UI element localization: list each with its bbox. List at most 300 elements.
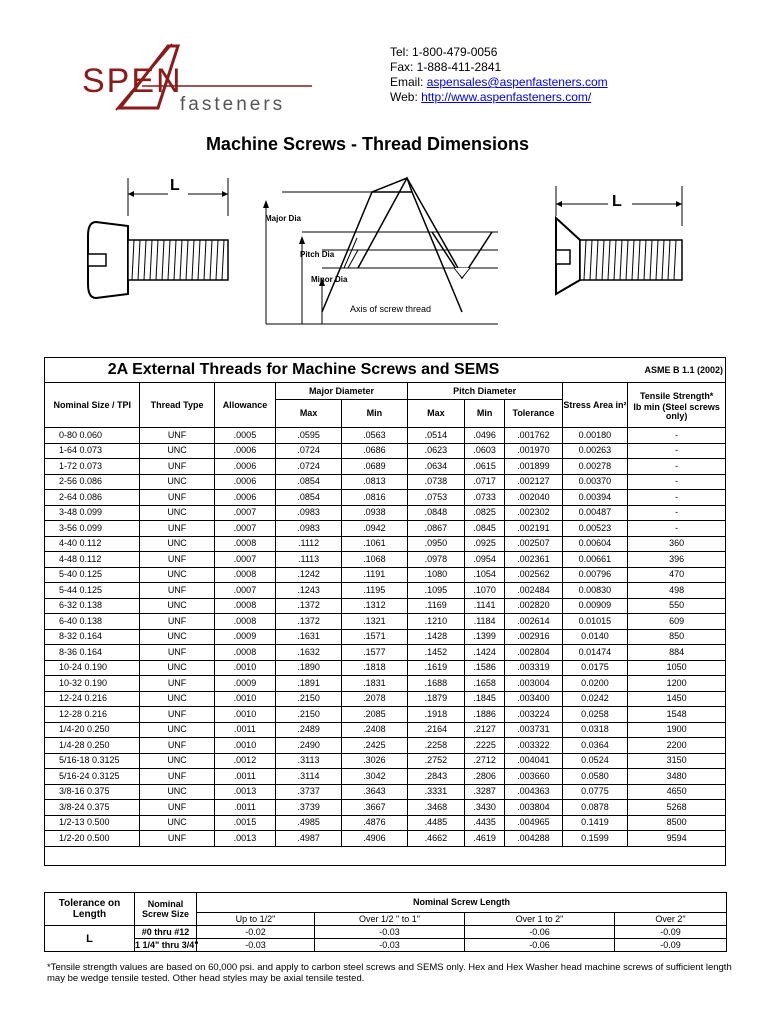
table-cell: .0012	[214, 753, 276, 769]
table-cell: .3331	[407, 784, 464, 800]
table-row	[45, 552, 726, 568]
table-cell: .002361	[505, 552, 562, 568]
table-cell: 850	[628, 629, 726, 645]
table-cell: 0.0175	[562, 660, 628, 676]
table-cell: .0006	[214, 459, 276, 475]
table-cell: .1113	[276, 552, 342, 568]
table-cell: UNF	[140, 459, 214, 475]
table-cell: .1831	[341, 676, 407, 692]
table-cell: 884	[628, 645, 726, 661]
table-cell: .1452	[407, 645, 464, 661]
nominal-size-cell: 6-32 0.138	[45, 598, 140, 614]
nominal-size-cell: 3-56 0.099	[45, 521, 140, 537]
table-cell: .003660	[505, 769, 562, 785]
table-cell: .0925	[464, 536, 504, 552]
table-cell: UNF	[140, 738, 214, 754]
table-cell: UNC	[140, 722, 214, 738]
table-cell: .4435	[464, 815, 504, 831]
tol-value: -0.03	[197, 939, 315, 952]
table-cell: .0011	[214, 769, 276, 785]
table-row	[45, 614, 726, 630]
table-cell: .004363	[505, 784, 562, 800]
table-cell: .2150	[276, 707, 342, 723]
table-cell: .0938	[341, 505, 407, 521]
table-cell: UNF	[140, 552, 214, 568]
table-cell: .3739	[276, 800, 342, 816]
table-cell: .1399	[464, 629, 504, 645]
table-cell: 0.00263	[562, 443, 628, 459]
table-cell: .1243	[276, 583, 342, 599]
nominal-size-cell: 3-48 0.099	[45, 505, 140, 521]
table-cell: .003319	[505, 660, 562, 676]
table-cell: .1070	[464, 583, 504, 599]
tol-size-row-1: #0 thru #12	[135, 926, 197, 939]
table-cell: .1312	[341, 598, 407, 614]
table-cell: .001762	[505, 428, 562, 444]
table-cell: UNC	[140, 536, 214, 552]
nominal-size-cell: 8-32 0.164	[45, 629, 140, 645]
table-cell: .004965	[505, 815, 562, 831]
footnote: *Tensile strength values are based on 60,000 psi. and apply to carbon steel screws and SEMS only. Hex and Hex Washer head machine screws of sufficient length may be wedge tensile tested. Other head styles may be axial tensile tested.	[47, 962, 732, 984]
table-row	[45, 598, 726, 614]
table-cell: .0496	[464, 428, 504, 444]
table-cell: 1200	[628, 676, 726, 692]
table-cell: 0.00394	[562, 490, 628, 506]
table-cell: 0.0364	[562, 738, 628, 754]
table-row	[45, 583, 726, 599]
table-cell: 0.0242	[562, 691, 628, 707]
table-cell: .0845	[464, 521, 504, 537]
contact-block	[390, 45, 608, 105]
table-cell: .0007	[214, 505, 276, 521]
table-cell: .1631	[276, 629, 342, 645]
table-cell: 0.0200	[562, 676, 628, 692]
table-row	[45, 459, 726, 475]
contact-tel: Tel: 1-800-479-0056	[390, 45, 498, 59]
tolerance-table	[44, 892, 727, 952]
nominal-size-cell: 2-64 0.086	[45, 490, 140, 506]
tolerance-on-length-label: Tolerance on Length	[45, 893, 135, 926]
table-cell: UNC	[140, 474, 214, 490]
nominal-size-cell: 4-40 0.112	[45, 536, 140, 552]
tol-value: -0.02	[197, 926, 315, 939]
nominal-size-cell: 1-64 0.073	[45, 443, 140, 459]
table-cell: .1195	[341, 583, 407, 599]
nominal-size-cell: 5/16-24 0.3125	[45, 769, 140, 785]
pitch-max-header: Max	[407, 400, 464, 428]
table-cell: .1112	[276, 536, 342, 552]
table-cell: .0603	[464, 443, 504, 459]
table-row	[45, 428, 726, 444]
table-cell: .0867	[407, 521, 464, 537]
table-cell: .002191	[505, 521, 562, 537]
nominal-size-cell: 6-40 0.138	[45, 614, 140, 630]
table-cell: UNC	[140, 443, 214, 459]
table-cell: .0013	[214, 831, 276, 847]
table-row	[45, 753, 726, 769]
nominal-size-cell: 3/8-24 0.375	[45, 800, 140, 816]
nominal-size-cell: 8-36 0.164	[45, 645, 140, 661]
table-cell: .002916	[505, 629, 562, 645]
table-cell: -	[628, 459, 726, 475]
table-cell: .3468	[407, 800, 464, 816]
table-cell: 396	[628, 552, 726, 568]
table-cell: .2806	[464, 769, 504, 785]
table-cell: .2843	[407, 769, 464, 785]
table-cell: .0942	[341, 521, 407, 537]
table-cell: .003224	[505, 707, 562, 723]
table-cell: .3667	[341, 800, 407, 816]
tol-col-1: Up to 1/2"	[197, 912, 315, 925]
table-cell: .1577	[341, 645, 407, 661]
table-cell: UNC	[140, 784, 214, 800]
contact-email: Email: aspensales@aspenfasteners.com	[390, 75, 608, 89]
table-cell: .002820	[505, 598, 562, 614]
nominal-size-cell: 4-48 0.112	[45, 552, 140, 568]
nominal-size-cell: 1/4-28 0.250	[45, 738, 140, 754]
table-cell: .002507	[505, 536, 562, 552]
table-cell: .2085	[341, 707, 407, 723]
table-cell: .0008	[214, 645, 276, 661]
table-cell: .0007	[214, 521, 276, 537]
table-cell: 1900	[628, 722, 726, 738]
table-cell: .1688	[407, 676, 464, 692]
table-cell: .0010	[214, 660, 276, 676]
table-cell: 0.00909	[562, 598, 628, 614]
table-cell: .004041	[505, 753, 562, 769]
tolerance-header: Tolerance	[505, 400, 562, 428]
table-cell: .0733	[464, 490, 504, 506]
nominal-size-cell: 12-24 0.216	[45, 691, 140, 707]
table-cell: 3480	[628, 769, 726, 785]
contact-web: Web: http://www.aspenfasteners.com/	[390, 90, 592, 104]
table-cell: .1428	[407, 629, 464, 645]
table-cell: .1890	[276, 660, 342, 676]
table-cell: .003322	[505, 738, 562, 754]
nominal-size-cell: 1/4-20 0.250	[45, 722, 140, 738]
table-cell: .0686	[341, 443, 407, 459]
table-cell: .0008	[214, 614, 276, 630]
table-cell: .0008	[214, 567, 276, 583]
table-row	[45, 505, 726, 521]
table-cell: .2425	[341, 738, 407, 754]
table-cell: .3643	[341, 784, 407, 800]
table-cell: .4985	[276, 815, 342, 831]
table-cell: .2225	[464, 738, 504, 754]
allowance-header: Allowance	[214, 383, 276, 428]
table-cell: .3026	[341, 753, 407, 769]
table-cell: .001899	[505, 459, 562, 475]
table-cell: .1191	[341, 567, 407, 583]
table-cell: UNF	[140, 769, 214, 785]
table-row	[45, 443, 726, 459]
table-cell: .2127	[464, 722, 504, 738]
table-cell: .4485	[407, 815, 464, 831]
logo-wordmark: SPEN	[82, 62, 183, 100]
table-cell: .4906	[341, 831, 407, 847]
table-row	[45, 474, 726, 490]
table-cell: 0.0524	[562, 753, 628, 769]
table-cell: .0689	[341, 459, 407, 475]
table-cell: .2712	[464, 753, 504, 769]
table-cell: .3114	[276, 769, 342, 785]
table-row	[45, 707, 726, 723]
table-cell: .0950	[407, 536, 464, 552]
pan-head-screw-diagram	[84, 176, 244, 306]
axis-label: Axis of screw thread	[350, 304, 432, 314]
table-cell: 0.00830	[562, 583, 628, 599]
table-cell: .0005	[214, 428, 276, 444]
table-cell: 0.0318	[562, 722, 628, 738]
table-cell: 4650	[628, 784, 726, 800]
table-cell: -	[628, 443, 726, 459]
table-cell: 0.0580	[562, 769, 628, 785]
email-link[interactable]: aspensales@aspenfasteners.com	[426, 75, 608, 89]
nominal-size-cell: 5/16-18 0.3125	[45, 753, 140, 769]
table-cell: .1141	[464, 598, 504, 614]
table-cell: -	[628, 474, 726, 490]
table-row	[45, 831, 726, 847]
table-cell: 5268	[628, 800, 726, 816]
table-cell: .003004	[505, 676, 562, 692]
table-cell: UNF	[140, 831, 214, 847]
major-diameter-header: Major Diameter	[276, 383, 408, 400]
table-cell: .1242	[276, 567, 342, 583]
table-cell: 0.00796	[562, 567, 628, 583]
table-cell: -	[628, 490, 726, 506]
table-cell: -	[628, 521, 726, 537]
table-cell: 0.0140	[562, 629, 628, 645]
table-row	[45, 490, 726, 506]
table-cell: .0753	[407, 490, 464, 506]
nominal-size-cell: 5-40 0.125	[45, 567, 140, 583]
table-cell: UNF	[140, 521, 214, 537]
nominal-screw-length-header: Nominal Screw Length	[197, 893, 727, 913]
tolerance-l-label: L	[45, 926, 135, 952]
table-cell: 0.0775	[562, 784, 628, 800]
table-cell: .4662	[407, 831, 464, 847]
table-cell: 0.00604	[562, 536, 628, 552]
table-cell: 0.00661	[562, 552, 628, 568]
left-length-label: L	[170, 177, 180, 194]
table-cell: .2752	[407, 753, 464, 769]
page-title: Machine Screws - Thread Dimensions	[205, 134, 530, 154]
table-cell: 1548	[628, 707, 726, 723]
table-cell: .0011	[214, 800, 276, 816]
table-cell: .2490	[276, 738, 342, 754]
table-row	[45, 521, 726, 537]
website-link[interactable]: http://www.aspenfasteners.com/	[421, 90, 592, 104]
table-cell: .1658	[464, 676, 504, 692]
table-cell: .0848	[407, 505, 464, 521]
table-cell: .1068	[341, 552, 407, 568]
table-cell: .0011	[214, 722, 276, 738]
table-cell: .2150	[276, 691, 342, 707]
table-cell: 8500	[628, 815, 726, 831]
table-cell: .002614	[505, 614, 562, 630]
table-cell: .2164	[407, 722, 464, 738]
table-row	[45, 676, 726, 692]
table-row	[45, 645, 726, 661]
major-dia-label: Major Dia	[265, 214, 302, 223]
table-cell: .1619	[407, 660, 464, 676]
nominal-size-cell: 0-80 0.060	[45, 428, 140, 444]
table-cell: .4987	[276, 831, 342, 847]
table-cell: UNC	[140, 660, 214, 676]
table-cell: .0010	[214, 738, 276, 754]
table-cell: UNF	[140, 800, 214, 816]
table-cell: .1879	[407, 691, 464, 707]
tol-col-3: Over 1 to 2"	[465, 912, 615, 925]
table-cell: .0006	[214, 474, 276, 490]
table-cell: UNC	[140, 505, 214, 521]
table-cell: .0724	[276, 459, 342, 475]
table-row	[45, 800, 726, 816]
table-spacer	[45, 846, 726, 865]
table-cell: .003731	[505, 722, 562, 738]
table-cell: .0724	[276, 443, 342, 459]
nominal-screw-size-header: Nominal Screw Size	[135, 893, 197, 926]
table-cell: .1321	[341, 614, 407, 630]
nominal-size-cell: 1/2-13 0.500	[45, 815, 140, 831]
table-cell: 3150	[628, 753, 726, 769]
spacer-cell	[45, 846, 726, 865]
table-cell: .3737	[276, 784, 342, 800]
table-cell: .4619	[464, 831, 504, 847]
table-cell: .0013	[214, 784, 276, 800]
table-cell: 1450	[628, 691, 726, 707]
table-cell: 0.00487	[562, 505, 628, 521]
table-cell: .1845	[464, 691, 504, 707]
table-cell: UNC	[140, 753, 214, 769]
contact-fax: Fax: 1-888-411-2841	[390, 60, 502, 74]
table-row	[45, 691, 726, 707]
table-cell: .0010	[214, 707, 276, 723]
table-cell: .0015	[214, 815, 276, 831]
nominal-size-cell: 10-32 0.190	[45, 676, 140, 692]
table-cell: 9594	[628, 831, 726, 847]
table-cell: UNC	[140, 567, 214, 583]
nominal-header: Nominal Size / TPI	[45, 383, 140, 428]
table-cell: .2258	[407, 738, 464, 754]
table-cell: .0010	[214, 691, 276, 707]
stress-area-header: Stress Area in²	[562, 383, 628, 428]
table-cell: .1886	[464, 707, 504, 723]
standard-label: ASME B 1.1 (2002)	[562, 358, 725, 383]
table-cell: .004288	[505, 831, 562, 847]
logo-subtitle: fasteners	[180, 94, 286, 115]
table-cell: .0007	[214, 552, 276, 568]
table-cell: UNC	[140, 815, 214, 831]
table-cell: 0.0878	[562, 800, 628, 816]
table-cell: .0007	[214, 583, 276, 599]
table-cell: .1169	[407, 598, 464, 614]
nominal-size-cell: 3/8-16 0.375	[45, 784, 140, 800]
table-cell: .1586	[464, 660, 504, 676]
table-cell: 2200	[628, 738, 726, 754]
table-cell: UNC	[140, 598, 214, 614]
table-cell: .0595	[276, 428, 342, 444]
table-cell: .2408	[341, 722, 407, 738]
table-cell: 470	[628, 567, 726, 583]
table-cell: .1061	[341, 536, 407, 552]
table-cell: 0.00180	[562, 428, 628, 444]
table-cell: .1918	[407, 707, 464, 723]
table-cell: .3113	[276, 753, 342, 769]
table-cell: .2489	[276, 722, 342, 738]
table-cell: .002484	[505, 583, 562, 599]
table-cell: .0563	[341, 428, 407, 444]
table-cell: .0008	[214, 598, 276, 614]
table-cell: .002562	[505, 567, 562, 583]
table-cell: .003400	[505, 691, 562, 707]
table-cell: .0009	[214, 676, 276, 692]
table-cell: .1818	[341, 660, 407, 676]
table-cell: .0008	[214, 536, 276, 552]
table-cell: 0.1599	[562, 831, 628, 847]
nominal-size-cell: 1/2-20 0.500	[45, 831, 140, 847]
major-max-header: Max	[276, 400, 342, 428]
table-cell: .1372	[276, 598, 342, 614]
pitch-diameter-header: Pitch Diameter	[407, 383, 562, 400]
table-row	[45, 536, 726, 552]
table-cell: UNC	[140, 629, 214, 645]
table-cell: .0738	[407, 474, 464, 490]
table-cell: .0854	[276, 474, 342, 490]
tol-col-4: Over 2"	[615, 912, 727, 925]
table-row	[45, 660, 726, 676]
table-cell: -	[628, 505, 726, 521]
table-cell: 609	[628, 614, 726, 630]
table-row	[45, 815, 726, 831]
table-cell: .0006	[214, 490, 276, 506]
pitch-dia-label: Pitch Dia	[300, 250, 335, 259]
table-cell: UNF	[140, 583, 214, 599]
tol-value: -0.09	[615, 939, 727, 952]
table-cell: UNF	[140, 490, 214, 506]
table-cell: .3430	[464, 800, 504, 816]
table-cell: .0717	[464, 474, 504, 490]
tol-value: -0.09	[615, 926, 727, 939]
tol-value: -0.06	[465, 939, 615, 952]
table-cell: .1571	[341, 629, 407, 645]
table-cell: 360	[628, 536, 726, 552]
table-cell: .002040	[505, 490, 562, 506]
nominal-size-cell: 5-44 0.125	[45, 583, 140, 599]
table-cell: .002804	[505, 645, 562, 661]
tol-value: -0.06	[465, 926, 615, 939]
table-cell: 498	[628, 583, 726, 599]
table-cell: UNF	[140, 614, 214, 630]
table-cell: .1080	[407, 567, 464, 583]
table-cell: .3042	[341, 769, 407, 785]
table-cell: .1095	[407, 583, 464, 599]
table-cell: 0.00278	[562, 459, 628, 475]
table-row	[45, 784, 726, 800]
table-cell: .0634	[407, 459, 464, 475]
table-cell: UNF	[140, 428, 214, 444]
tol-value: -0.03	[315, 939, 465, 952]
table-cell: .0006	[214, 443, 276, 459]
table-cell: .0816	[341, 490, 407, 506]
table-cell: .1424	[464, 645, 504, 661]
table-cell: 0.00523	[562, 521, 628, 537]
table-cell: .1184	[464, 614, 504, 630]
table-cell: 1050	[628, 660, 726, 676]
table-cell: .1891	[276, 676, 342, 692]
table-cell: 0.01015	[562, 614, 628, 630]
table-cell: .003804	[505, 800, 562, 816]
